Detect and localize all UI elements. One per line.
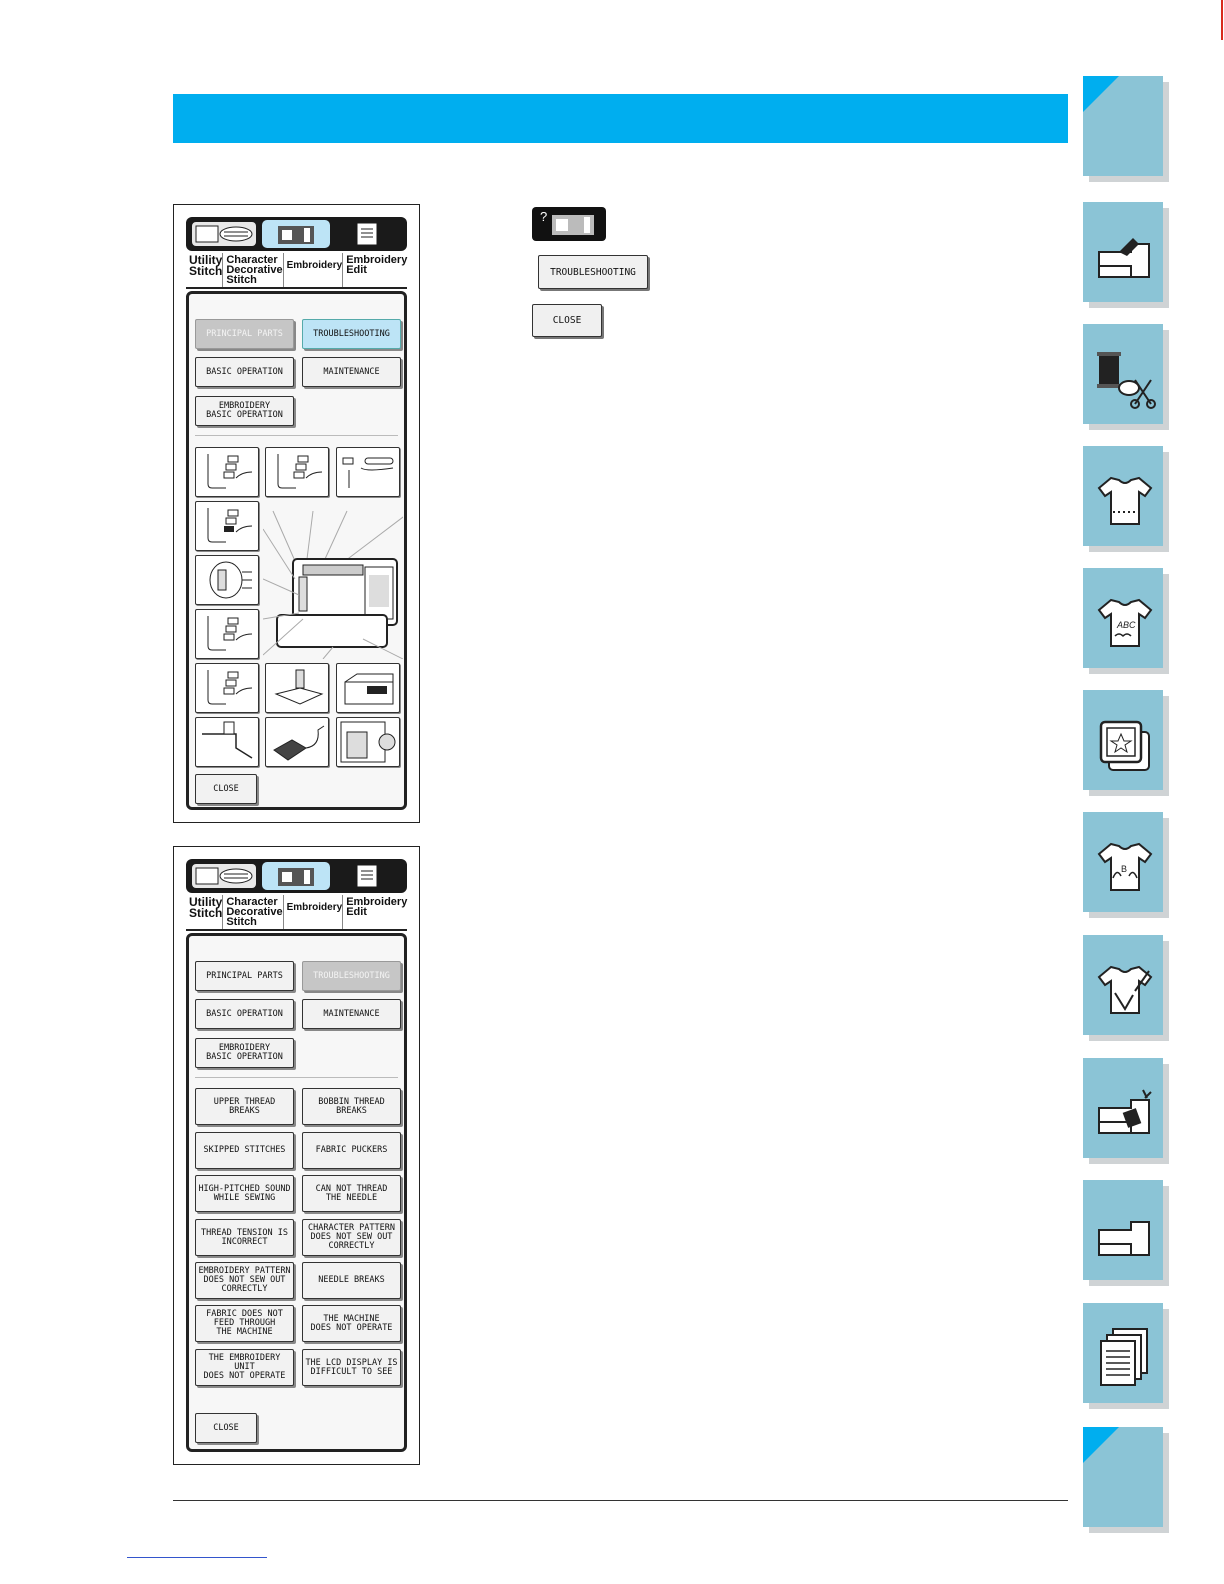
stitch-book-icon[interactable]	[190, 220, 258, 248]
problem-fabric-does-not-feed-button[interactable]: FABRIC DOES NOT FEED THROUGH THE MACHINE	[195, 1305, 294, 1342]
problem-upper-thread-breaks-button[interactable]: UPPER THREAD BREAKS	[195, 1088, 294, 1125]
part-threader-icon[interactable]	[195, 663, 259, 713]
embroidery-basic-operation-button[interactable]: EMBROIDERY BASIC OPERATION	[195, 396, 294, 426]
side-tab-appendix[interactable]	[1083, 1303, 1163, 1403]
troubleshooting-button[interactable]: TROUBLESHOOTING	[302, 319, 401, 349]
close-key-button[interactable]: CLOSE	[532, 304, 602, 337]
sewing-machine-icon	[1091, 1200, 1157, 1266]
tab-embroidery-edit[interactable]: Embroidery Edit	[346, 254, 408, 276]
lcd-panel-principal-parts	[173, 204, 420, 823]
part-bobbin-winder-icon[interactable]	[265, 447, 329, 497]
part-thread-guide-icon[interactable]	[195, 501, 259, 551]
tshirt-needle-icon	[1091, 955, 1157, 1021]
problem-high-pitched-sound-button[interactable]: HIGH-PITCHED SOUND WHILE SEWING	[195, 1175, 294, 1212]
side-tab-top[interactable]	[1083, 76, 1163, 176]
close-button[interactable]: CLOSE	[195, 1413, 257, 1443]
part-presser-foot-icon[interactable]	[195, 447, 259, 497]
svg-text:?: ?	[540, 209, 548, 224]
documents-icon	[1091, 1323, 1157, 1389]
tab-utility-stitch[interactable]: Utility Stitch	[186, 253, 223, 287]
lcd-panel-troubleshooting	[173, 846, 420, 1465]
part-foot-controller-icon[interactable]	[265, 717, 329, 767]
embroidery-frame-star-icon	[1091, 710, 1157, 776]
top-edge-rule	[1221, 0, 1223, 40]
help-machine-icon[interactable]	[532, 207, 606, 241]
problem-machine-does-not-operate-button[interactable]: THE MACHINE DOES NOT OPERATE	[302, 1305, 401, 1342]
tab-utility-stitch[interactable]: Utility Stitch	[186, 895, 223, 929]
problem-skipped-stitches-button[interactable]: SKIPPED STITCHES	[195, 1132, 294, 1169]
svg-text:ABC: ABC	[1117, 620, 1136, 630]
tab-embroidery[interactable]: Embroidery	[284, 895, 344, 929]
section-header-bar	[173, 94, 1068, 143]
problem-needle-breaks-button[interactable]: NEEDLE BREAKS	[302, 1262, 401, 1299]
basic-operation-button[interactable]: BASIC OPERATION	[195, 999, 294, 1029]
troubleshooting-screen	[186, 933, 407, 1452]
machine-maintenance-icon	[1091, 1078, 1157, 1144]
side-tab-embroidery[interactable]	[1083, 690, 1163, 790]
problem-embroidery-pattern-button[interactable]: EMBROIDERY PATTERN DOES NOT SEW OUT CORRECTLY	[195, 1262, 294, 1299]
help-screen	[186, 291, 407, 810]
part-handwheel-icon[interactable]	[195, 555, 259, 605]
problem-lcd-display-button[interactable]: THE LCD DISPLAY IS DIFFICULT TO SEE	[302, 1349, 401, 1386]
sewing-machine-illustration	[263, 509, 403, 659]
principal-parts-button[interactable]: PRINCIPAL PARTS	[195, 319, 294, 349]
maintenance-button[interactable]: MAINTENANCE	[302, 999, 401, 1029]
document-icon[interactable]	[334, 220, 400, 248]
sewing-machine-hand-icon	[1091, 222, 1157, 288]
problem-can-not-thread-needle-button[interactable]: CAN NOT THREAD THE NEEDLE	[302, 1175, 401, 1212]
tshirt-stitch-icon	[1091, 466, 1157, 532]
stitch-book-icon[interactable]	[190, 862, 258, 890]
mode-icon-bar	[186, 217, 407, 251]
tab-character-decorative-stitch[interactable]: Character Decorative Stitch	[223, 253, 283, 287]
help-machine-icon[interactable]	[262, 220, 330, 248]
problem-fabric-puckers-button[interactable]: FABRIC PUCKERS	[302, 1132, 401, 1169]
problem-bobbin-thread-breaks-button[interactable]: BOBBIN THREAD BREAKS	[302, 1088, 401, 1125]
category-tabs	[186, 895, 407, 931]
part-needle-bar-icon[interactable]	[195, 609, 259, 659]
troubleshooting-button[interactable]: TROUBLESHOOTING	[302, 961, 401, 991]
problem-character-pattern-button[interactable]: CHARACTER PATTERN DOES NOT SEW OUT CORRECTLY	[302, 1219, 401, 1256]
embroidery-basic-operation-button[interactable]: EMBROIDERY BASIC OPERATION	[195, 1038, 294, 1068]
side-tab-embroidery-edit[interactable]	[1083, 812, 1163, 912]
principal-parts-button[interactable]: PRINCIPAL PARTS	[195, 961, 294, 991]
side-tab-troubleshooting[interactable]	[1083, 1180, 1163, 1280]
side-tab-threading[interactable]	[1083, 324, 1163, 424]
lcd-frame	[184, 857, 409, 1454]
svg-text:B: B	[1121, 864, 1128, 874]
maintenance-button[interactable]: MAINTENANCE	[302, 357, 401, 387]
basic-operation-button[interactable]: BASIC OPERATION	[195, 357, 294, 387]
footer-rule	[173, 1500, 1068, 1501]
tshirt-abc-icon	[1091, 588, 1157, 654]
side-tab-my-custom-stitch[interactable]	[1083, 935, 1163, 1035]
document-icon[interactable]	[334, 862, 400, 890]
part-speed-control-icon[interactable]	[336, 447, 400, 497]
side-tab-index[interactable]	[1083, 1427, 1163, 1527]
thread-spool-scissors-icon	[1091, 344, 1157, 410]
close-button[interactable]: CLOSE	[195, 774, 257, 804]
problem-thread-tension-button[interactable]: THREAD TENSION IS INCORRECT	[195, 1219, 294, 1256]
footer-link-underline[interactable]	[127, 1557, 267, 1558]
tab-embroidery-edit[interactable]: Embroidery Edit	[346, 896, 408, 918]
side-tab-maintenance[interactable]	[1083, 1058, 1163, 1158]
side-tab-sewing-basics[interactable]	[1083, 202, 1163, 302]
troubleshooting-key-button[interactable]: TROUBLESHOOTING	[538, 255, 648, 289]
tab-embroidery[interactable]: Embroidery	[284, 253, 344, 287]
tab-character-decorative-stitch[interactable]: Character Decorative Stitch	[223, 895, 283, 929]
part-flat-bed-icon[interactable]	[265, 663, 329, 713]
tab-corner-icon	[1083, 1427, 1119, 1463]
part-embroidery-unit-icon[interactable]	[336, 663, 400, 713]
tab-corner-icon	[1083, 76, 1119, 112]
help-machine-icon[interactable]	[262, 862, 330, 890]
lcd-frame	[184, 215, 409, 812]
tshirt-embroidery-edit-icon	[1091, 832, 1157, 898]
part-knee-lifter-icon[interactable]	[195, 717, 259, 767]
category-tabs	[186, 253, 407, 289]
divider	[195, 435, 398, 436]
mode-icon-bar	[186, 859, 407, 893]
problem-embroidery-unit-button[interactable]: THE EMBROIDERY UNIT DOES NOT OPERATE	[195, 1349, 294, 1386]
divider	[195, 1077, 398, 1078]
side-tab-utility-stitches[interactable]	[1083, 446, 1163, 546]
side-tab-character-stitches[interactable]	[1083, 568, 1163, 668]
part-lcd-panel-icon[interactable]	[336, 717, 400, 767]
